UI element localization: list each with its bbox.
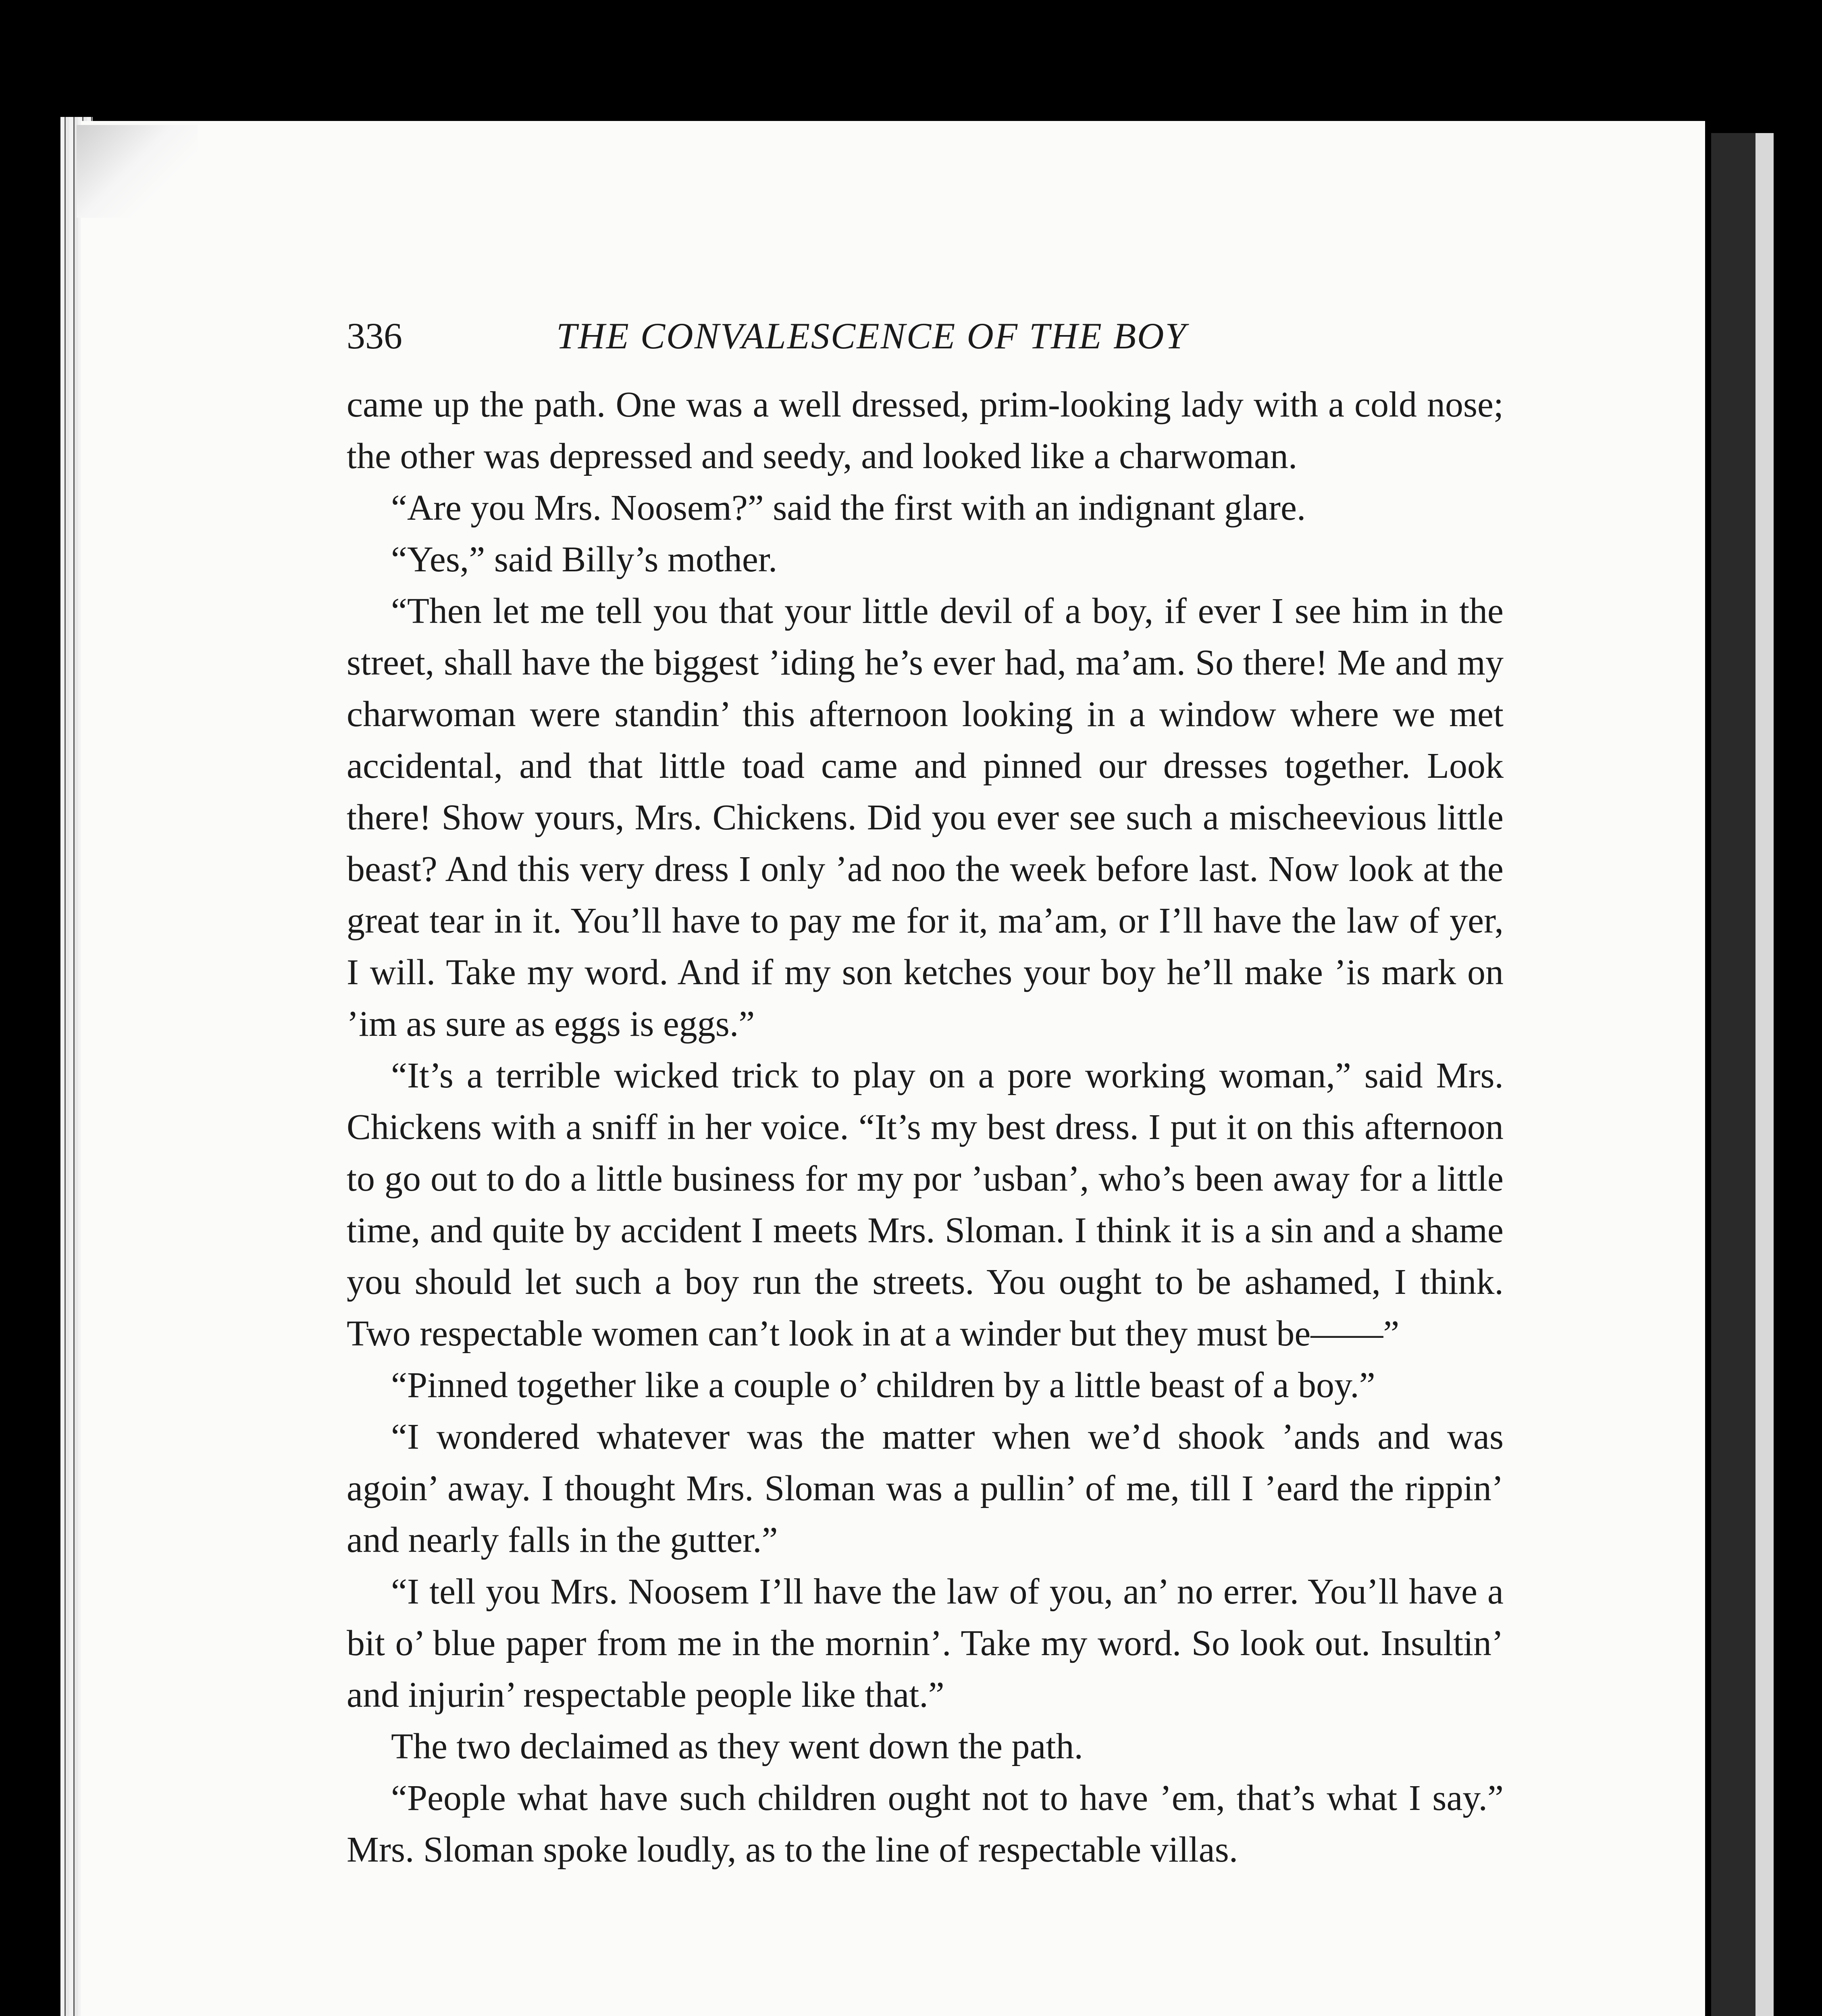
paragraph: “Yes,” said Billy’s mother.: [391, 539, 778, 579]
running-head: THE CONVALESCENCE OF THE BOY: [556, 315, 1187, 356]
paragraph: came up the path. One was a well dressed, prim-looking lady with a cold nose; the other was depressed and seedy, and looked like a charwoman.: [347, 385, 1504, 476]
paragraph: “I tell you Mrs. Noosem I’ll have the law of you, an’ no errer. You’ll have a bit o’ blue paper from me in the mornin’. Take my word. So look out. Insultin’ and injurin’ respectable people like that.”: [347, 1572, 1504, 1715]
paragraph: “Then let me tell you that your little devil of a boy, if ever I see him in the street, shall have the biggest ’iding he’s ever had, ma’am. So there! Me and my charwoman were standin’ this afternoon looking in a window where we met accidental, and that little toad came and pinned our dresses together. Look there! Show yours, Mrs. Chickens. Did you ever see such a mischeevious little beast? And this very dress I only ’ad noo the week before last. Now look at the great tear in it. You’ll have to pay me for it, ma’am, or I’ll have the law of yer, I will. Take my word. And if my son ketches your boy he’ll make ’is mark on ’im as sure as eggs is eggs.”: [347, 591, 1504, 1044]
paragraph: “Are you Mrs. Noosem?” said the first with an indignant glare.: [391, 488, 1306, 528]
body-text: [347, 379, 1504, 1876]
paragraph: The two declaimed as they went down the path.: [391, 1727, 1083, 1766]
paragraph: “People what have such children ought not to have ’em, that’s what I say.” Mrs. Sloman spoke loudly, as to the line of respectable villas.: [347, 1778, 1504, 1870]
right-leaf: [1711, 133, 1755, 2016]
paragraph: “Pinned together like a couple o’ children by a little beast of a boy.”: [391, 1365, 1375, 1405]
page-header: [347, 310, 1556, 363]
page-number: 336: [347, 315, 402, 356]
paragraph: “It’s a terrible wicked trick to play on a pore working woman,” said Mrs. Chickens with a sniff in her voice. “It’s my best dress. I put it on this afternoon to go out to do a little business for my por ’usban’, who’s been away for a little time, and quite by accident I meets Mrs. Sloman. I think it is a sin and a shame you should let such a boy run the streets. You ought to be ashamed, I think. Two respectable women can’t look in at a winder but they must be——”: [347, 1056, 1504, 1354]
page-fold: [77, 125, 198, 218]
paragraph: “I wondered whatever was the matter when we’d shook ’ands and was agoin’ away. I thought Mrs. Sloman was a pullin’ of me, till I ’eard the rippin’ and nearly falls in the gutter.”: [347, 1417, 1504, 1560]
